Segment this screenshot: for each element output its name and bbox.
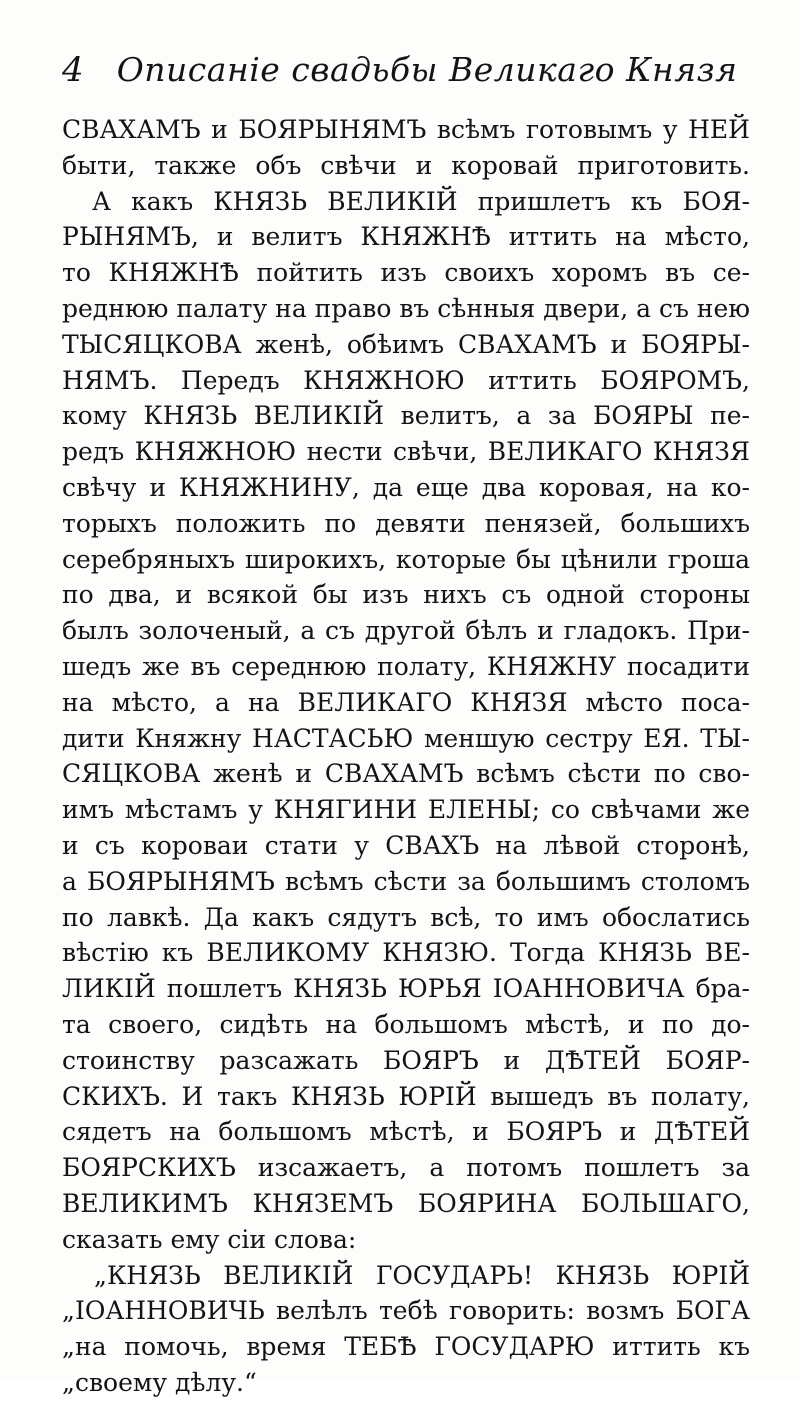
text-line: СВАХАМЪ и БОЯРЫНЯМЪ всѣмъ готовымъ у НЕЙ — [62, 115, 750, 144]
running-title: Описанiе свадьбы Великаго Князя — [116, 50, 738, 89]
text-line: РЫНЯМЪ, и велитъ КНЯЖНѢ иттить на мѣсто, — [62, 222, 750, 252]
text-line: по лавкѣ. Да какъ сядутъ всѣ, то имъ обослатись — [62, 902, 750, 932]
text-line: СКИХЪ. И такъ КНЯЗЬ ЮРIЙ вышедъ въ полату, — [62, 1081, 750, 1111]
body-text — [62, 112, 750, 1401]
quoted-line: „КНЯЗЬ ВЕЛИКIЙ ГОСУДАРЬ! КНЯЗЬ ЮРIЙ — [94, 1260, 750, 1290]
text-line: реднюю палату на право въ сѣнныя двери, а съ нею — [62, 293, 750, 323]
text-line: имъ мѣстамъ у КНЯГИНИ ЕЛЕНЫ; со свѣчами же — [62, 795, 750, 825]
text-line: НЯМЪ. Передъ КНЯЖНОЮ иттить БОЯРОМЪ, — [62, 365, 750, 395]
text-line: торыхъ положить по девяти пенязей, большихъ — [62, 508, 750, 538]
text-line: по два, и всякой бы изъ нихъ съ одной стороны — [62, 580, 750, 610]
text-line: СЯЦКОВА женѣ и СВАХАМЪ всѣмъ сѣсти по сво- — [62, 759, 750, 789]
page-header — [62, 50, 742, 110]
quoted-line: „на помочь, время ТЕБѢ ГОСУДАРЮ иттить къ — [62, 1332, 750, 1362]
text-line: БОЯРСКИХЪ изсажаетъ, а потомъ пошлетъ за — [62, 1153, 750, 1183]
text-line: ТЫСЯЦКОВА женѣ, обѣимъ СВАХАМЪ и БОЯРЫ- — [62, 329, 750, 359]
text-line: вѣстiю къ ВЕЛИКОМУ КНЯЗЮ. Тогда КНЯЗЬ ВЕ- — [62, 938, 750, 968]
text-line: а БОЯРЫНЯМЪ всѣмъ сѣсти за большимъ столомъ — [62, 866, 750, 896]
text-line: А какъ КНЯЗЬ ВЕЛИКIЙ пришлетъ къ БОЯ- — [92, 186, 750, 216]
text-line: сядетъ на большомъ мѣстѣ, и БОЯРЪ и ДѢТЕЙ — [62, 1117, 750, 1147]
text-line: на мѣсто, а на ВЕЛИКАГО КНЯЗЯ мѣсто поса- — [62, 687, 750, 717]
text-line: шедъ же въ середнюю полату, КНЯЖНУ посадити — [62, 651, 750, 681]
text-line: сказать ему сiи слова: — [62, 1224, 357, 1254]
text-line: редъ КНЯЖНОЮ нести свѣчи, ВЕЛИКАГО КНЯЗЯ — [62, 437, 750, 467]
text-line: та своего, сидѣть на большомъ мѣстѣ, и по до- — [62, 1009, 750, 1039]
quoted-line: „своему дѣлу.“ — [62, 1367, 257, 1397]
text-line: ЛИКIЙ пошлетъ КНЯЗЬ ЮРЬЯ IОАННОВИЧА бра- — [62, 974, 750, 1004]
text-line: дити Княжну НАСТАСЬЮ меншую сестру ЕЯ. ТЫ- — [62, 723, 750, 753]
text-line: кому КНЯЗЬ ВЕЛИКIЙ велитъ, а за БОЯРЫ пе- — [62, 401, 750, 431]
text-line: ВЕЛИКИМЪ КНЯЗЕМЪ БОЯРИНА БОЛЬШАГО, — [62, 1188, 750, 1218]
text-line: былъ золоченый, а съ другой бѣлъ и гладокъ. При- — [62, 616, 750, 646]
page-number: 4 — [62, 50, 84, 90]
quoted-line: „IОАННОВИЧЬ велѣлъ тебѣ говорить: возмъ БОГА — [62, 1296, 750, 1326]
text-line: стоинству разсажать БОЯРЪ и ДѢТЕЙ БОЯР- — [62, 1045, 750, 1075]
text-line: то КНЯЖНѢ пойтить изъ своихъ хоромъ въ се- — [62, 258, 750, 288]
text-line: и съ короваи стати у СВАХЪ на лѣвой сторонѣ, — [62, 830, 750, 860]
text-line: серебряныхъ широкихъ, которые бы цѣнили гроша — [62, 544, 750, 574]
text-line: свѣчу и КНЯЖНИНУ, да еще два коровая, на ко- — [62, 472, 750, 502]
text-line: быти, также объ свѣчи и коровай приготовить. — [62, 150, 750, 180]
